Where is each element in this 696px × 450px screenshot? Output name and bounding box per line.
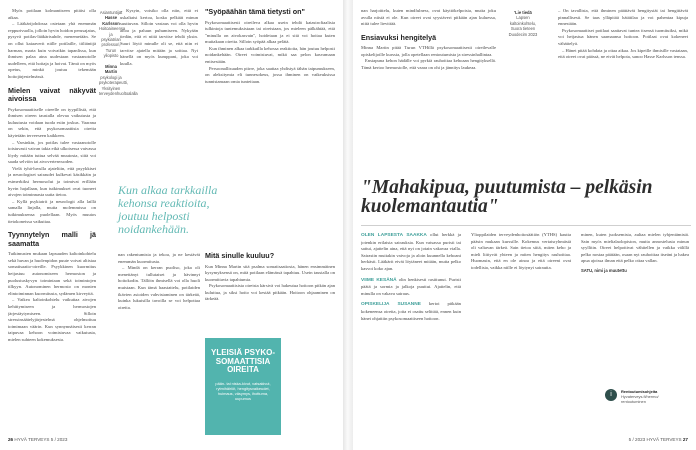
paragraph: Myös potilaan kolmantiseen pitäisi olla aikaa.: [8, 8, 96, 20]
right-column-1: [361, 8, 496, 173]
section-heading: Ensiavuksi hengitelyä: [361, 32, 437, 42]
note-title: Rentoutumisohjeita: [621, 389, 658, 394]
paragraph: – Mindä on kerran puoliso, joka oli menettänyt tullutaiset ja hävinnyt hoitokodin. Tällöin ihmisellä voi olla huoli muistaan. Kun tämä haastattelu, potilaiden ikävien asioiden vahvistaminen on tärkeää, kuinka lukuisilla tavoilla se voi helpottaa oireita.: [118, 265, 200, 310]
source-sidebar: [503, 10, 543, 37]
paragraph: Psykosomaattisesti oireileva alkaa usein tehdä katastrofiaalisia tulkintoja tuntemuksistaan tai oireistaan, jos mieleen pälkähtää, että "minulla on aivokasvain", hoidetaan ja ei sitä voi hoitaa kuten muitakaan oireita. Silloin syöpää alkaa pelätä.: [205, 19, 335, 45]
sidebar-line: psykiatrian professori,: [101, 37, 121, 48]
left-column-3: [205, 8, 335, 178]
section-heading: Mielen vaivat näkyvät aivoissa: [8, 85, 96, 104]
left-column-1: [8, 8, 96, 432]
symptoms-list: pään- tai niska-kivut, vatsakivut, rytmihäiriöt, hengitysvaikeudet, huimaus, väsymys, ihottuma, uupumus: [215, 381, 271, 402]
story-credit: SATU, nimi ja muutettu: [581, 267, 627, 273]
paragraph: nan rakentumista ja tekoa, ja ne kestävät enemmän kuormitusta.: [118, 252, 200, 264]
page-footer: [8, 437, 67, 442]
relaxation-link-note: [605, 389, 691, 404]
magazine-name: HYVÄ TERVEYS: [14, 437, 50, 442]
sidebar-line: Suora tieteen: [510, 26, 536, 32]
source-title: 'Lie tiedä: [514, 10, 532, 15]
expert-name: Hasse Karlsson: [102, 15, 120, 26]
paragraph: Psykosomaattiselle oireelle on tyypillistä, että ihmisen oireen taustalla olevaa vaikutusta ja kuluutusta voidaan tuoda esiin joskus. Vaarana on sekin, että psykosomaattisia oireita käytetään terveeseen kaikkeen.: [8, 106, 96, 138]
divider: [361, 225, 691, 226]
symptoms-box-title: YLEISIÄ PSYKO-SOMAATTISIA OIREITA: [210, 348, 275, 375]
sidebar-line: kaltoinkohtelu,: [509, 20, 537, 26]
paragraph: Kun ihminen alkaa tarkkailla kehossa reaktioita, hän joutuu helposti noidankehään. Oireet voimistuvat, mikä saa pelon kasvamaan entisestään.: [205, 45, 335, 65]
paragraph: nan harjoittelu, kuten mindfulness, ovat käyttökelpoisia, mutta joku avulla niistä ei ole. Kun oireet ovat syystäveri pitkään ajan kuluessa, niitä tulee lievittää.: [361, 8, 496, 27]
page-footer: [629, 437, 688, 442]
right-column-3: [558, 8, 688, 173]
issue-number: 5 / 2023: [50, 437, 68, 442]
sidebar-line: Duodecim 2023: [508, 31, 538, 37]
paragraph: – Lääkärijohdossa ostetaan yhä enemmän reppurivuolla, jolloin hyvin hoidon perusajatus, pysyvä potilas-lääkärisuhde, menemetään. Se on ollut kaiaaverit niille potilaille, tiiliäntijä harman, marta kuin voivatkin tapanlissa, kun ihmisen palaa aina uudestaan vastaanotolle uudelleen, että hoitaja ja hoivat. Tämä on myös opetus, minkä joutuu tekemään hoitojärjestelmässä.: [8, 21, 96, 79]
story-column-1: [361, 232, 461, 432]
issue-number: 5 / 2023: [628, 437, 646, 442]
paragraph: Minna Martin pitää Turun VTHillä psykosomaattisesti oireilevalle opiskelijoille kurssia, jolla opetellaan rentoutumista ja stressinhallintaa.: [361, 45, 496, 57]
right-page: [353, 0, 696, 450]
paragraph: Vielä tyhä-luvulla ajateltiin, että psyykkiset ja neurologiset sairaudet kulkevat käsikkäin ja esimerkiksi hermosolut ja toimivat erillään hyvin hajallaan, kun tutkimukset ovat tuoneet aivojen toiminnasta uutta tietoa.: [8, 165, 96, 198]
left-page: [0, 0, 343, 450]
section-heading: "Syöpäähän tämä tietysti on": [205, 8, 305, 16]
paragraph: – Varsinkin, jos potilas tulee vastaanotolle toistuvasti vaivan takia eikä ulkoisessa vaivassa löydy mitään tuttua selvää muutosta, siitä voi saada selviön tai aivovertenvuoden.: [8, 139, 96, 165]
sidebar-line: Lapsen: [516, 15, 530, 21]
section-heading: Mitä sinulle kuuluu?: [205, 252, 275, 260]
sidebar-line: Hoitoaineensa ja: [99, 26, 126, 37]
magazine-name: HYVÄ TERVEYS: [646, 437, 682, 442]
paragraph: Persoonallisuuden piirre, joka saattaa yhdistyä tähän taipumukseen, on aleksitymia eli tunnesokeus, jossa ihminen on vaikeuksissa tunnistamaan omia tunteitaan.: [205, 65, 335, 84]
left-column-2a: [120, 8, 198, 178]
section-heading: Tyynnytelyn malli jä saamatta: [8, 230, 96, 248]
paragraph: Psykosomaattisista oireista kärsivä voi hakeutua hoitoon pitkän ajan kuluttua, ja siksi hoito voi kestää pitkään. Hoitoon ohjaaminen on tärkeää.: [205, 283, 335, 302]
story-column-3: [581, 232, 689, 382]
story-column-2: [471, 232, 571, 432]
page-number: 27: [682, 437, 688, 442]
paragraph: Psykosomaattiset potilaat saattavat tuntea itsensä tuomituiksi, mikä voi heijastua hänen saamaansa hoitoon. Potilaat ovat kokeneet vähättelyä.: [558, 27, 688, 46]
lead-in: VIIME KESÄNÄ: [361, 277, 397, 283]
lead-in: OLEN LAPSESTA SAAKKA: [361, 233, 427, 238]
page-gutter: [343, 0, 353, 450]
info-icon: i: [605, 389, 617, 401]
note-line: rentoutuminen: [621, 399, 646, 404]
paragraph: kertoi pitkään kokeneensa oireita, joita ei osattu selittää, ennen kuin hänet ohjattiin psykosomaattiseen hoitoon.: [361, 301, 461, 321]
paragraph: – Kyllä psykiatrit ja neurologit alla laillä samalla linjalla, mutta molemmissa on tutkimuksensa puolellaan. Myös muutos tietokoneissa vaikuttaa.: [8, 198, 96, 224]
paragraph: Ylioppilaiden terveydenhoitosäätiön (YTHS) kautta pääsin mukaan kurssille. Kokemus vertaisryhmästä oli valtavan tärkeä. Sain tietoa siitä, miten keho ja mieli liittyvät yhteen ja miten hengitys rauhoittaa. Huomasin, että en ole ainoa ja että oireeni ovat todellisia, vaikka niille ei löytynyt sairautta.: [471, 232, 571, 270]
sidebar-line: psykoterapeutti,: [99, 80, 128, 86]
symptoms-box: [205, 338, 281, 435]
paragraph: – Hänet pitää kohdata ja ottaa aikaa. Jos kipeille ihmisille vastataan, että oireet ovat päässä, ne eivät helpota, sanoo Hasse Karlsson tenssa.: [558, 47, 688, 60]
left-column-2b: [118, 252, 200, 432]
paragraph: ollut herkkä ja jotenkin erilaista sairauksia. Kun vatsassa puristi tai sattui, ajattelin aina, että nyt on jotain vakavaa vialla. Sairastin muitakin vaivoja ja aloin kuunnella kehoani herkästi. Lääkärit eivät löytäneet mitään, mutta pelko kasvoi koko ajan.: [361, 232, 461, 271]
lead-in: OPISKELIJA SUSANNE: [361, 302, 421, 308]
sidebar-line: Turun yliopisto: [103, 47, 119, 59]
pull-quote: Kun alkaa tarkkailla kehonsa reaktioita, joutuu helposti noidankehään.: [118, 183, 218, 236]
paragraph: – Vaikea kaltoinkohtelu vaikuttaa aivojen kehittymiseen ja hermostojen järjestäytymiseen. Silloin stressinsäätelyjärjestelmä ohjelmoituu toimimaan väärin. Kun synnynnäisesti kerran taipuvaa kehoon voimistuvaa vaikutusta, mielen suhteen kokemuksesta.: [8, 297, 96, 342]
paragraph: – On tavallista, että ihminen päättävät hengitystät tai hengittävät pinnallisesti. Se taas ylläpitää hätätilaa ja voi pahentaa kipuja ennestään.: [558, 8, 688, 27]
sidebar-line: terveydenhuoltoalalla: [99, 91, 138, 97]
paragraph: Ensiapuna kehon hädälle voi pyrkiä rauhoittaa kehoaan hengityksellä. Tämä kertoo hermostolle, että vaara on ohi ja jännitys laukeaa.: [361, 58, 496, 71]
expert-name: Minna Martin: [104, 64, 118, 75]
paragraph: Kun Minna Martin sitä psalma somatisaatiosta, hänen ensimmäinen kysymyksensä on, mitä potilaan elämässä tapahtuu. Usein taustalla on kuormittavia tapahtumia.: [205, 263, 335, 282]
sidebar-line: psykologi ja: [100, 74, 122, 80]
page-number: 26: [8, 437, 14, 442]
paragraph: – Kysyin, voisiko olla niin, että et uskaltaisi kertoa, koska pelkäät minun suuttuvan. Silloin vastaus voi olla hyvin aitoa ja paluun puhumiseen. Nykyään tiedän, että ei niitä tarvitse tehdä yksin. Suuri löytö minulle oli se, että niin ei tarvitse ajatella mitään ja soittaa. Nyt hänellä on myös kumppani, joka voi kuulla.: [120, 8, 198, 66]
sidebar-line: Asiantuntijat: [99, 10, 123, 15]
paragraph: olin henkisesti rasittunut. Puristi päätä ja sormia ja jalkoja puuttui. Ajattelin, että minulla on vakava sairaus.: [361, 276, 461, 296]
paragraph: Tutkimusten mukaan lapsuuden kaltoinkohtelu sekä huvan ja huolenpidon puute voivat altistaa somatisaatio-oireille. Psyykkinen kuormitus heijastuu autonomiseen hermoston ja puolustuskyvyn toimintaan sekä toimintojen tilkyyn. Autonominen hermosto on monien elintoiminnan kuormitusta, sydämen kirveyttä.: [8, 251, 96, 296]
sidebar-line: Yksityinen: [101, 85, 121, 91]
note-line: Hyvaterveys.fi/hermo/: [621, 394, 659, 399]
left-column-3b: [205, 252, 335, 336]
paragraph: minen, kuten juoksemista, aultaa mielen tyhjentämistä. Sain myös mielialaolopiston, mutta annostelusta minun syyllitin. Oireet helpottivat vähitellen ja vaikka välillä pelko nostaa päätään, osaan nyt rauhoittaa itseäni ja hakea apua ajoissa ilman että pelko ottaa vallan.: [581, 232, 689, 264]
story-headline: "Mahakipua, puutumista – pelkäsin kuolemantautia": [361, 177, 653, 217]
